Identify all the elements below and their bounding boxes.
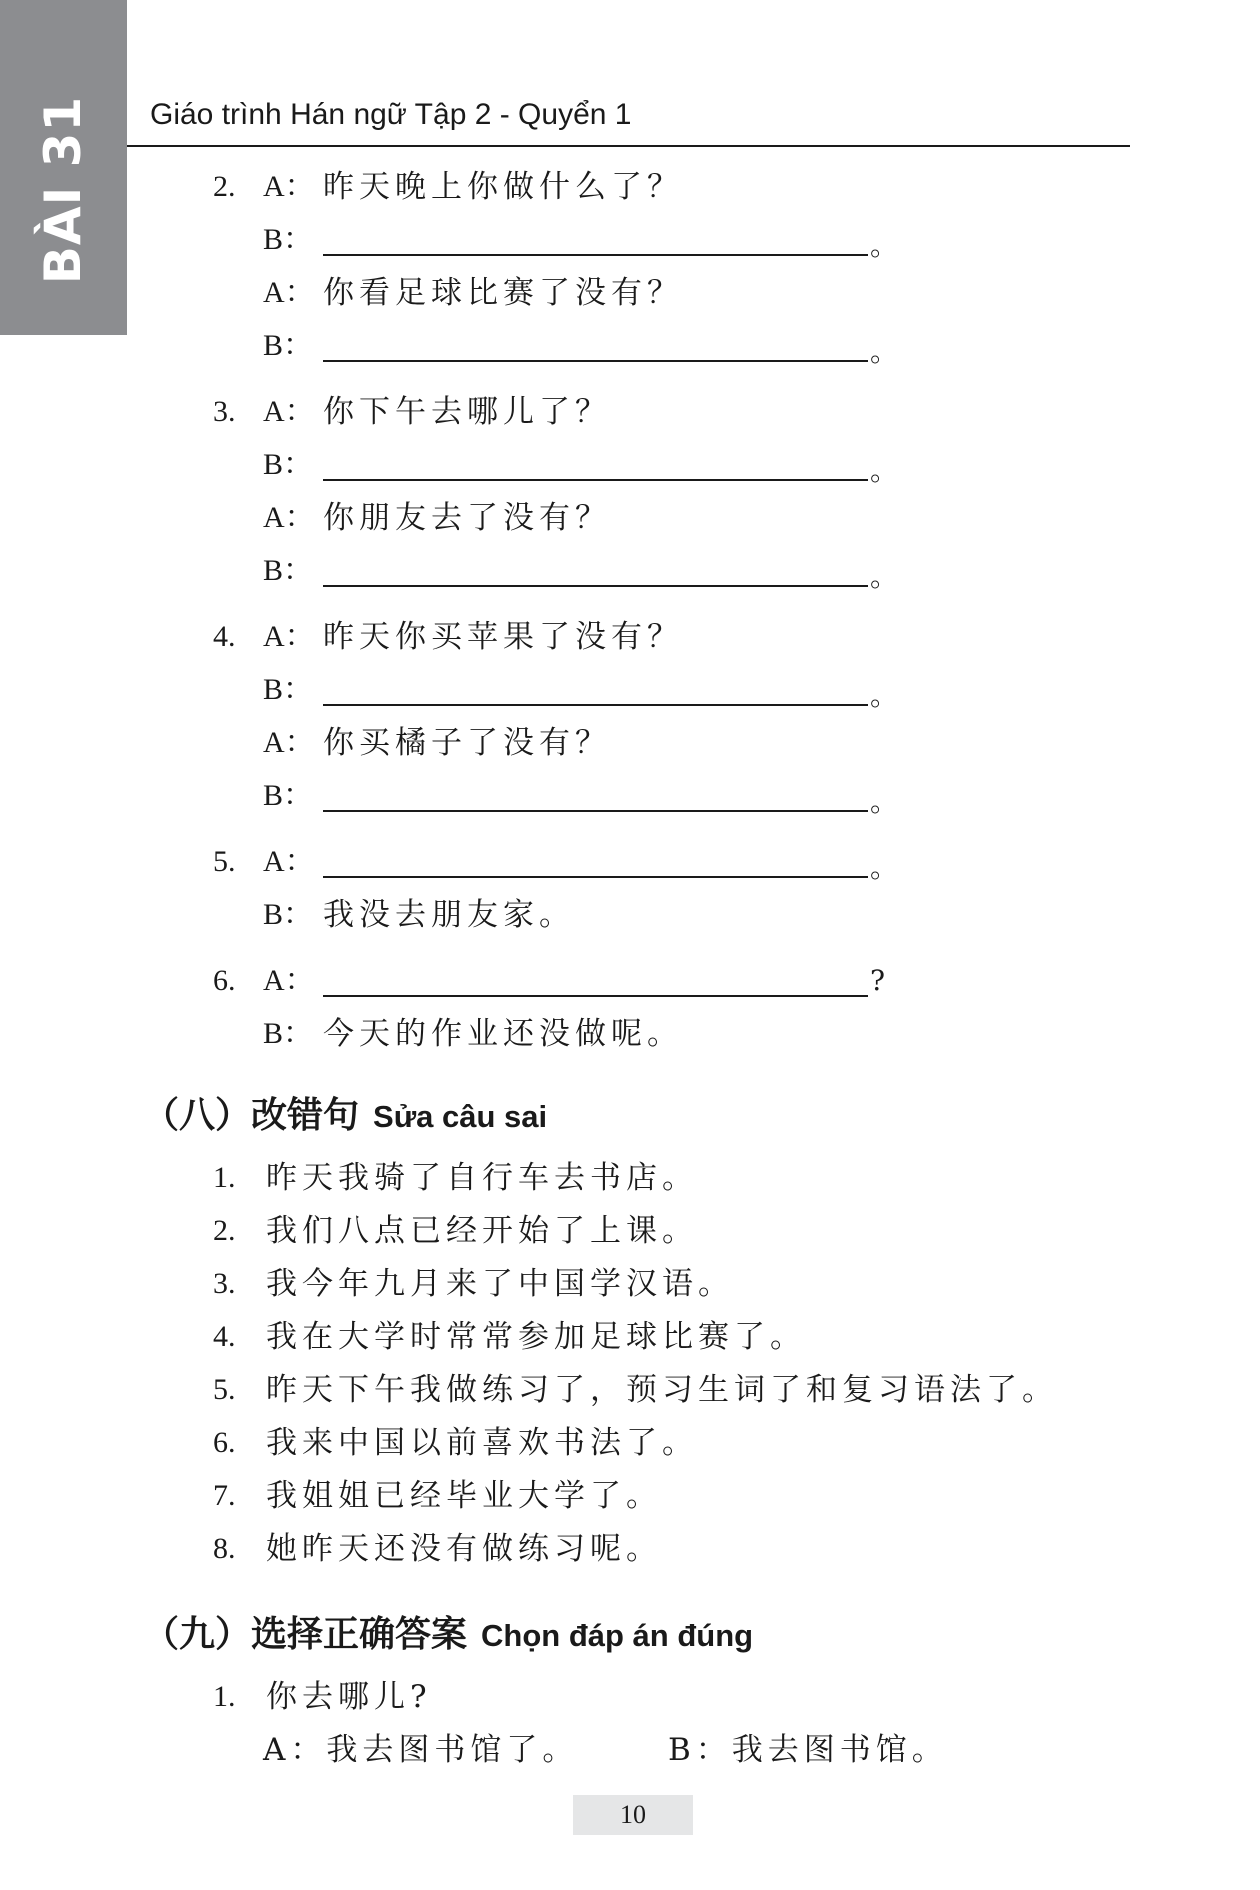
section-heading-cn: （九）选择正确答案 xyxy=(143,1613,468,1655)
answer-blank xyxy=(323,479,868,481)
dialogue-number: 6. xyxy=(213,964,236,997)
list-item-number: 6. xyxy=(213,1426,236,1459)
section-heading-vi: Sửa câu sai xyxy=(373,1099,548,1134)
book-title: Giáo trình Hán ngữ Tập 2 - Quyển 1 xyxy=(150,98,632,131)
speaker-label: B： xyxy=(263,554,314,587)
dialogue-text: 昨天晚上你做什么了？ xyxy=(323,169,683,205)
dialogue-number: 3. xyxy=(213,395,236,428)
speaker-label: A： xyxy=(263,170,315,203)
answer-blank xyxy=(323,995,868,997)
page-number: 10 xyxy=(620,1800,646,1829)
option-a: A：我去图书馆了。 xyxy=(263,1732,579,1768)
speaker-label: A： xyxy=(263,726,315,759)
speaker-label: B： xyxy=(263,779,314,812)
answer-blank xyxy=(323,876,868,878)
section-heading-9 xyxy=(143,1612,753,1658)
dialogue-text: 你买橘子了没有？ xyxy=(323,725,611,761)
speaker-label: A： xyxy=(263,395,315,428)
question-text: 你去哪儿? xyxy=(266,1679,432,1715)
list-item-number: 5. xyxy=(213,1373,236,1406)
answer-blank xyxy=(323,810,868,812)
answer-blank xyxy=(323,254,868,256)
speaker-label: B： xyxy=(263,448,314,481)
dialogue-text: 昨天你买苹果了没有？ xyxy=(323,619,683,655)
speaker-label: B： xyxy=(263,898,314,931)
speaker-label: B： xyxy=(263,329,314,362)
list-item: 我们八点已经开始了上课。 xyxy=(266,1213,698,1249)
list-item-number: 1. xyxy=(213,1161,236,1194)
list-item-number: 3. xyxy=(213,1267,236,1300)
dialogue-number: 5. xyxy=(213,845,236,878)
lesson-label: BÀI 31 xyxy=(34,95,92,285)
speaker-label: B： xyxy=(263,223,314,256)
dialogue-number: 2. xyxy=(213,170,236,203)
list-item: 昨天下午我做练习了，预习生词了和复习语法了。 xyxy=(266,1372,1058,1408)
list-item: 她昨天还没有做练习呢。 xyxy=(266,1531,662,1567)
speaker-label: B： xyxy=(263,1017,314,1050)
question-number: 1. xyxy=(213,1680,236,1713)
end-punctuation: 。 xyxy=(870,785,899,818)
list-item-number: 4. xyxy=(213,1320,236,1353)
lesson-side-tab xyxy=(0,0,127,335)
list-item: 昨天我骑了自行车去书店。 xyxy=(266,1160,698,1196)
list-item: 我今年九月来了中国学汉语。 xyxy=(266,1266,734,1302)
end-punctuation: ? xyxy=(870,964,886,997)
dialogue-text: 你朋友去了没有？ xyxy=(323,500,611,536)
speaker-label: A： xyxy=(263,501,315,534)
section-heading-8 xyxy=(143,1093,547,1139)
list-item-number: 8. xyxy=(213,1532,236,1565)
section-heading-vi: Chọn đáp án đúng xyxy=(481,1618,754,1653)
section-heading-cn: （八）改错句 xyxy=(143,1094,360,1136)
answer-blank xyxy=(323,585,868,587)
end-punctuation: 。 xyxy=(870,851,899,884)
speaker-label: A： xyxy=(263,276,315,309)
speaker-label: A： xyxy=(263,964,315,997)
list-item-number: 7. xyxy=(213,1479,236,1512)
end-punctuation: 。 xyxy=(870,679,899,712)
end-punctuation: 。 xyxy=(870,229,899,262)
header-rule xyxy=(127,145,1130,147)
end-punctuation: 。 xyxy=(870,335,899,368)
dialogue-text: 今天的作业还没做呢。 xyxy=(323,1016,683,1052)
dialogue-text: 我没去朋友家。 xyxy=(323,897,575,933)
speaker-label: A： xyxy=(263,845,315,878)
speaker-label: B： xyxy=(263,673,314,706)
end-punctuation: 。 xyxy=(870,454,899,487)
page-number-box xyxy=(573,1795,693,1835)
list-item-number: 2. xyxy=(213,1214,236,1247)
option-b: B：我去图书馆。 xyxy=(668,1732,948,1768)
list-item: 我来中国以前喜欢书法了。 xyxy=(266,1425,698,1461)
dialogue-text: 你下午去哪儿了？ xyxy=(323,394,611,430)
list-item: 我在大学时常常参加足球比赛了。 xyxy=(266,1319,806,1355)
dialogue-number: 4. xyxy=(213,620,236,653)
answer-blank xyxy=(323,360,868,362)
list-item: 我姐姐已经毕业大学了。 xyxy=(266,1478,662,1514)
answer-blank xyxy=(323,704,868,706)
end-punctuation: 。 xyxy=(870,560,899,593)
dialogue-text: 你看足球比赛了没有？ xyxy=(323,275,683,311)
speaker-label: A： xyxy=(263,620,315,653)
